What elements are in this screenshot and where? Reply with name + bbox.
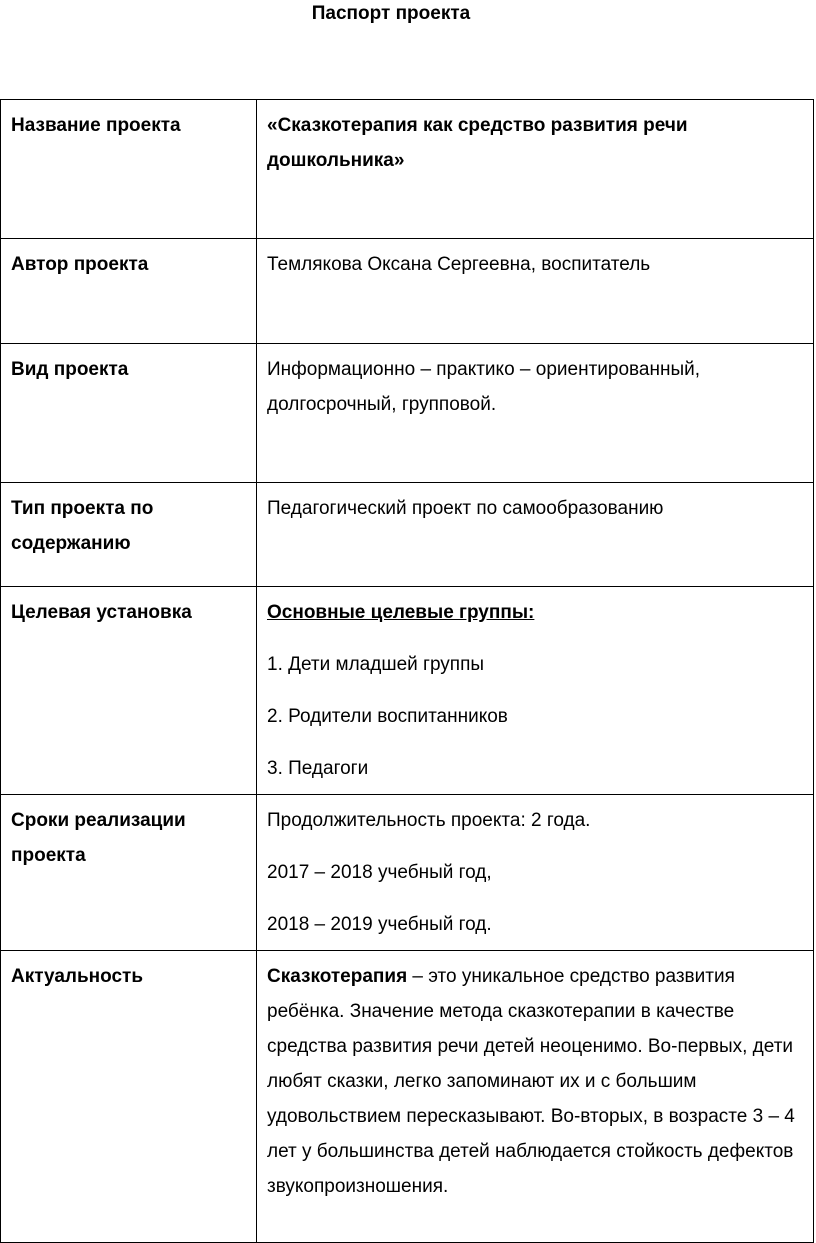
row-value-project-name: «Сказкотерапия как средство развития речи дошкольника» [257, 100, 814, 239]
list-item: 1. Дети младшей группы [267, 654, 485, 675]
document-title: Паспорт проекта [311, 3, 471, 24]
table-row [1, 483, 814, 587]
list-item: 3. Педагоги [267, 758, 369, 779]
target-groups-heading: Основные целевые группы: [267, 602, 535, 623]
row-label-author: Автор проекта [1, 239, 257, 344]
relevance-term: Сказкотерапия [267, 966, 408, 987]
table-row [1, 344, 814, 483]
row-value-target [257, 587, 814, 795]
table-row [1, 951, 814, 1243]
row-label-target: Целевая установка [1, 587, 257, 795]
row-label-timeline: Сроки реализации проекта [1, 795, 257, 951]
row-value-content-type: Педагогический проект по самообразованию [257, 483, 814, 587]
list-item: 2. Родители воспитанников [267, 706, 508, 727]
row-value-project-type: Информационно – практико – ориентированный, долгосрочный, групповой. [257, 344, 814, 483]
project-passport-table [0, 99, 814, 1243]
row-label-project-name: Название проекта [1, 100, 257, 239]
row-label-relevance: Актуальность [1, 951, 257, 1243]
row-label-project-type: Вид проекта [1, 344, 257, 483]
table-row [1, 100, 814, 239]
list-item: Продолжительность проекта: 2 года. [267, 810, 591, 831]
row-value-timeline [257, 795, 814, 951]
table-row [1, 587, 814, 795]
row-value-relevance [257, 951, 814, 1243]
table-row [1, 795, 814, 951]
row-label-content-type: Тип проекта по содержанию [1, 483, 257, 587]
list-item: 2017 – 2018 учебный год, [267, 862, 492, 883]
list-item: 2018 – 2019 учебный год. [267, 914, 492, 935]
relevance-definition: – это уникальное средство развития ребёнка. Значение метода сказкотерапии в качестве средства развития речи детей неоценимо. Во-первых, дети любят сказки, легко запоминают их и с большим удовольствием пересказывают. Во-вторых, в возрасте 3 – 4 лет у большинства детей наблюдается стойкость дефектов звукопроизношения. [267, 966, 795, 1197]
row-value-author: Темлякова Оксана Сергеевна, воспитатель [257, 239, 814, 344]
table-row [1, 239, 814, 344]
